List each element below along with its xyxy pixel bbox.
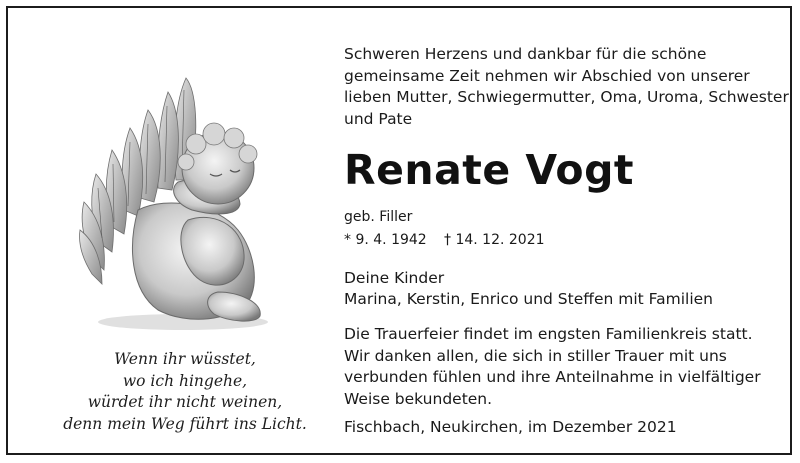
intro-line: und Pate (344, 109, 413, 128)
notice-line: Die Trauerfeier findet im engsten Familienkreis statt. (344, 325, 753, 343)
poem-line: wo ich hingehe, (122, 371, 248, 390)
intro-line: gemeinsame Zeit nehmen wir Abschied von unserer (344, 66, 750, 85)
family-names: Marina, Kerstin, Enrico und Steffen mit Familien (344, 290, 714, 308)
poem-line: Wenn ihr wüsstet, (114, 350, 256, 368)
notice-line: Wir danken allen, die sich in stiller Trauer mit uns (344, 346, 727, 365)
maiden-name: geb. Filler (344, 209, 413, 225)
intro-text (344, 44, 789, 130)
intro-line: lieben Mutter, Schwiegermutter, Oma, Uroma, Schwester (344, 88, 789, 106)
place-date: Fischbach, Neukirchen, im Dezember 2021 (344, 417, 677, 436)
family-heading: Deine Kinder (344, 269, 445, 287)
funeral-notice (344, 324, 774, 411)
family (344, 268, 774, 310)
notice-line: verbunden fühlen und ihre Anteilnahme in vielfältiger (344, 368, 761, 387)
obituary-card (6, 6, 792, 455)
sleeping-angel-image (68, 70, 278, 332)
life-dates (344, 231, 774, 249)
poem-line: denn mein Weg führt ins Licht. (63, 414, 307, 433)
notice-line: Weise bekundeten. (344, 390, 493, 409)
deceased-name: Renate Vogt (344, 146, 635, 194)
intro-line: Schweren Herzens und dankbar für die schöne (344, 45, 707, 63)
poem (60, 349, 310, 435)
death-date: † 14. 12. 2021 (444, 232, 545, 248)
obituary-text (344, 44, 789, 438)
birth-date: * 9. 4. 1942 (344, 232, 427, 248)
poem-line: würdet ihr nicht weinen, (87, 393, 283, 411)
